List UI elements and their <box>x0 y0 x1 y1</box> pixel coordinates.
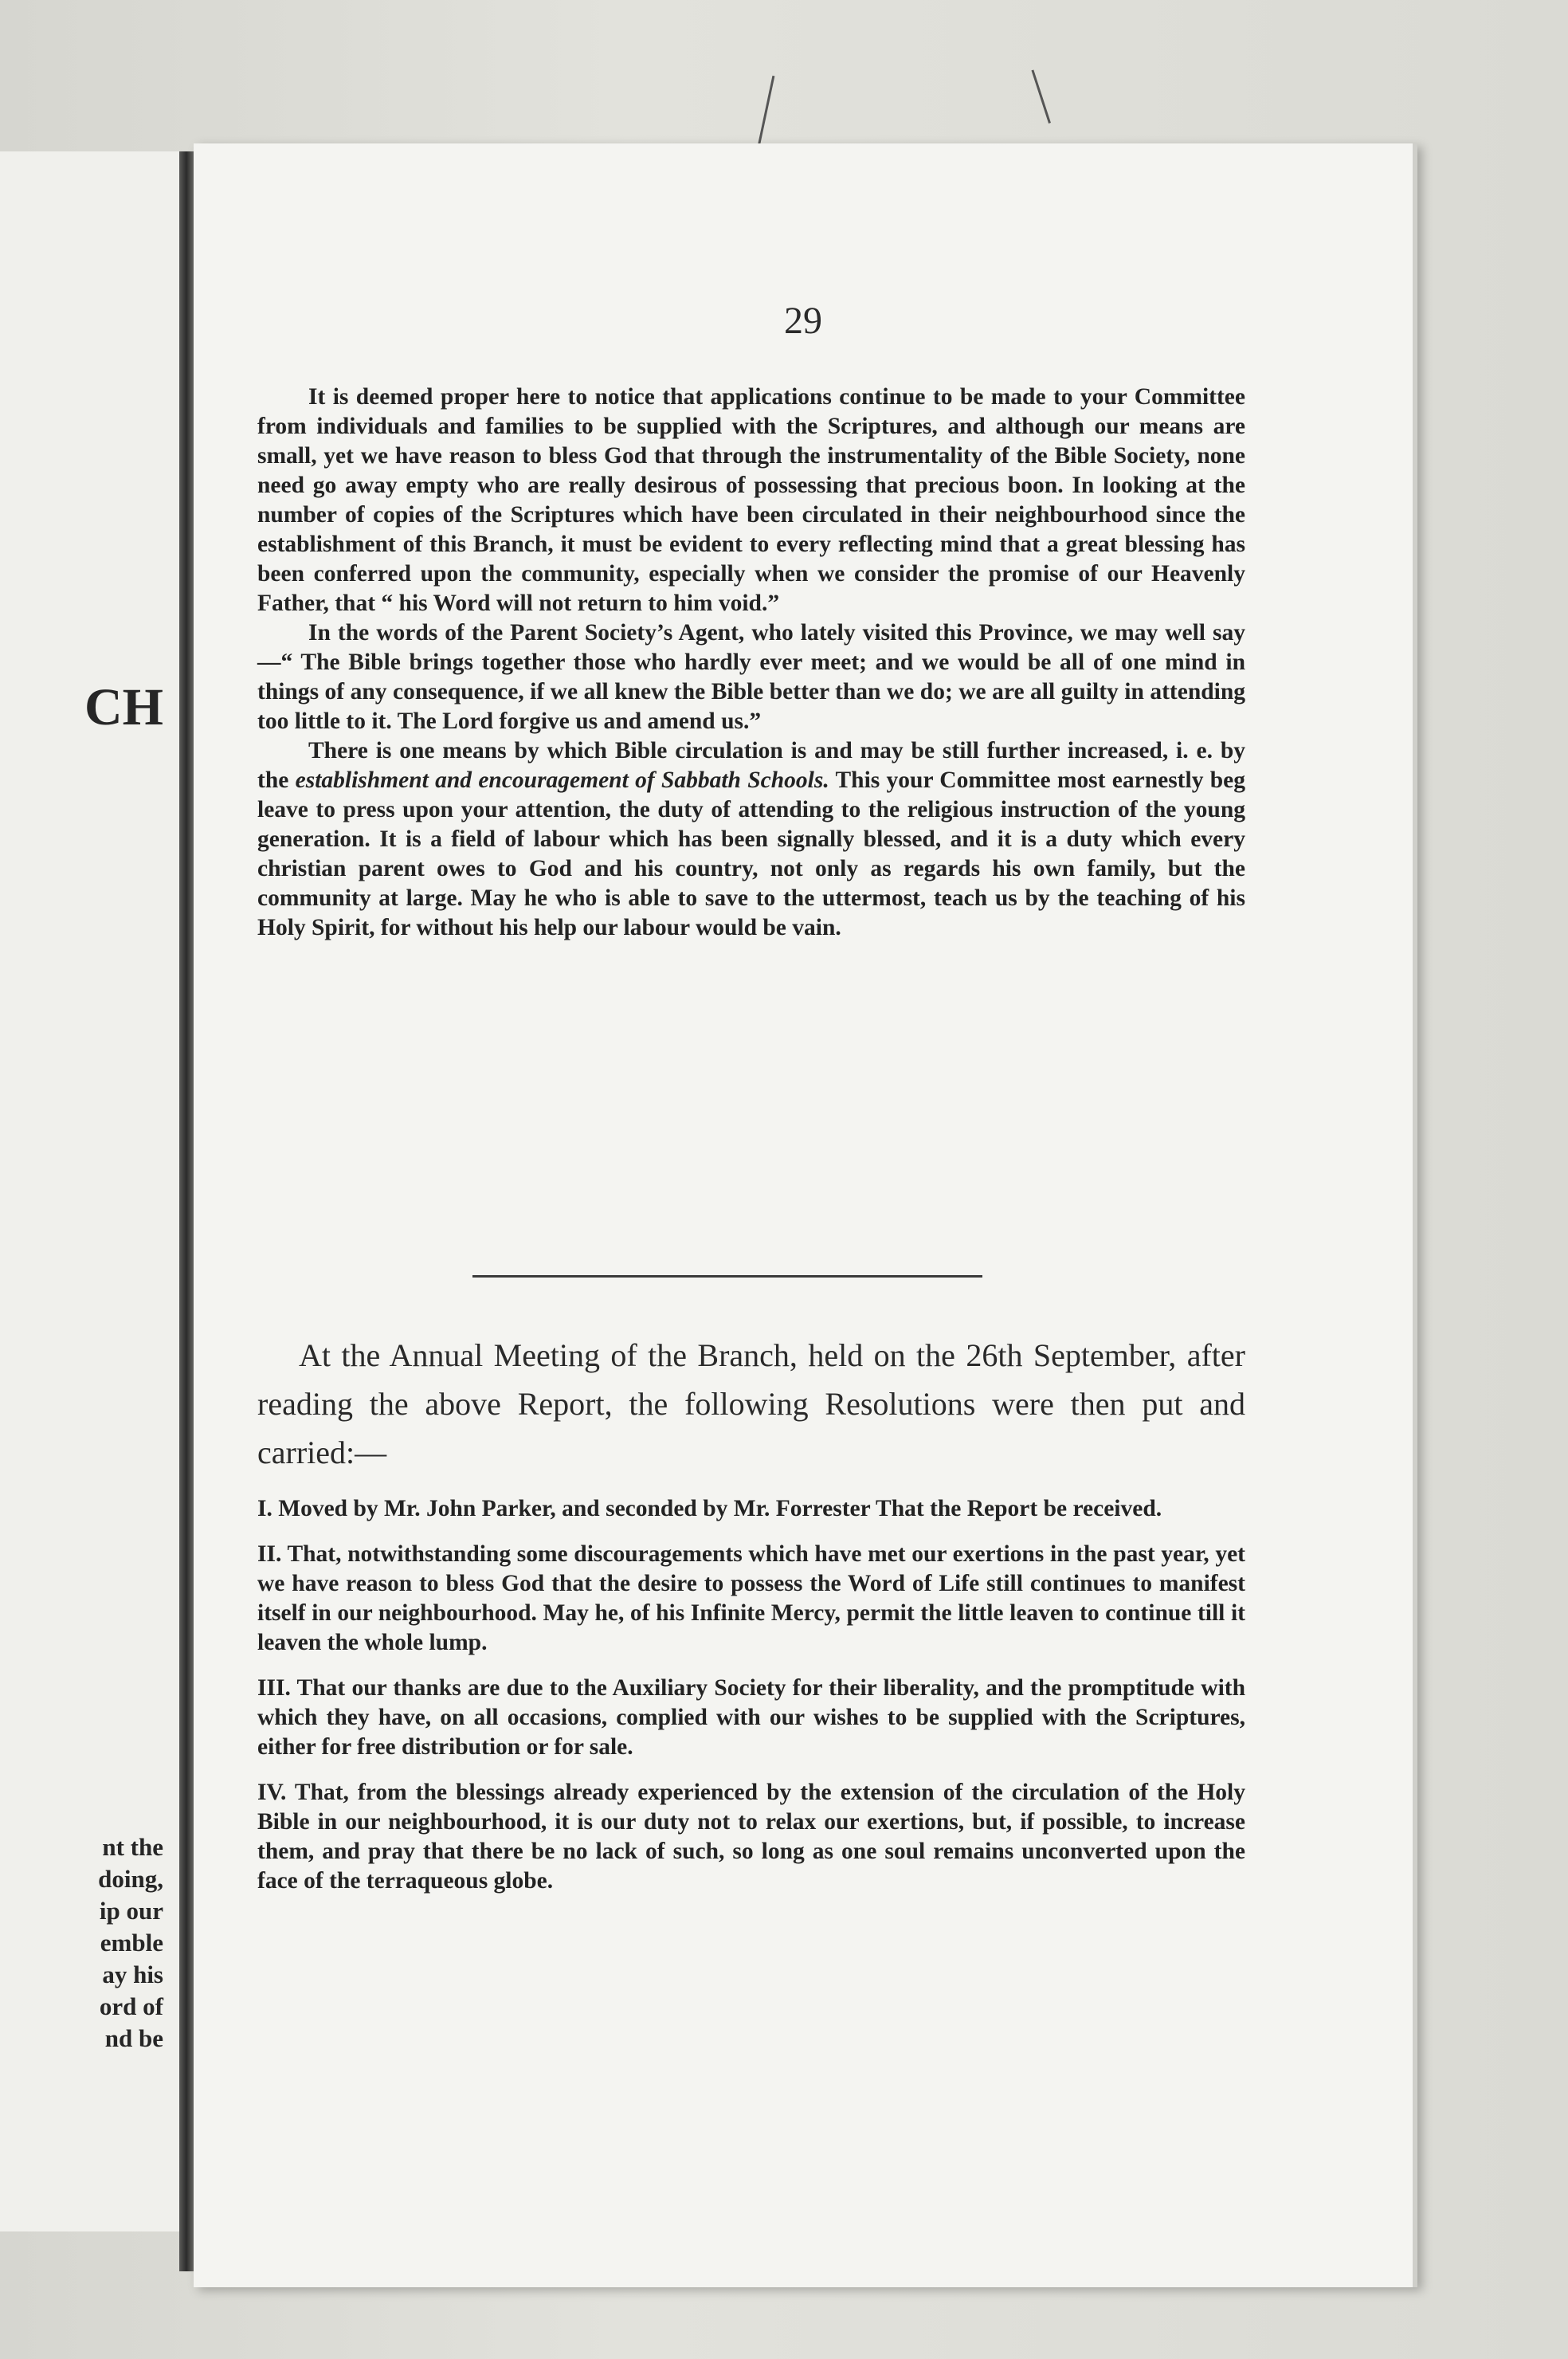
left-page-line-fragment: emble <box>100 1929 163 1957</box>
paragraph-sabbath-text-end: This your Committee most earnestly beg leave to press upon your attention, the duty of attending to the religious instruction of the young generation. It is a field of labour which has been signally blessed, and it is a duty which every christian parent owes to God and his country, not only as regards his own family, but the community at large. May he who is able to save to the uttermost, teach us by the teaching of his Holy Spirit, for without his help our labour would be vain. <box>257 767 1245 940</box>
resolutions-list <box>257 1494 1245 1912</box>
resolution-item: II. That, notwithstanding some discouragements which have met our exertions in the past year, yet we have reason to bless God that the desire to possess the Word of Life still continues to manifest itself in our neighbourhood. May he, of his Infinite Mercy, permit the little leaven to continue till it leaven the whole lump. <box>257 1541 1245 1655</box>
resolution-item: IV. That, from the blessings already experienced by the extension of the circulation of the Holy Bible in our neighbourhood, it is our duty not to relax our exertions, but, if possible, to increase them, and pray that there be no lack of such, so long as one soul remains unconverted upon the face of the terraqueous globe. <box>257 1780 1245 1894</box>
paragraph-sabbath-text-start: There is one means by which Bible circulation is and may be still further increased, i. e. by the <box>257 738 1245 793</box>
report-body <box>257 383 1245 943</box>
adjacent-left-page <box>0 151 181 2231</box>
paragraph-parent-society: In the words of the Parent Society’s Agent, who lately visited this Province, we may well say—“ The Bible brings together those who hardly ever meet; and we would be all of one mind in things of any consequence, if we all knew the Bible better than we do; we are all guilty in attending too little to it. The Lord forgive us and amend us.” <box>257 620 1245 734</box>
left-page-heading-fragment: CH <box>84 678 163 736</box>
left-page-line-fragment: ay his <box>102 1961 163 1988</box>
left-page-line-fragment: doing, <box>98 1865 163 1893</box>
left-page-line-fragment: ip our <box>99 1897 163 1925</box>
resolution-item: I. Moved by Mr. John Parker, and seconded by Mr. Forrester That the Report be received. <box>257 1496 1162 1521</box>
section-divider <box>472 1275 982 1278</box>
emphasis-sabbath-schools: establishment and encouragement of Sabbath Schools. <box>295 767 829 793</box>
resolution-item: III. That our thanks are due to the Auxiliary Society for their liberality, and the promptitude with which they have, on all occasions, complied with our wishes to be supplied with the Scriptures, either for free distribution or for sale. <box>257 1675 1245 1760</box>
left-page-line-fragment: nt the <box>102 1833 163 1861</box>
left-page-line-fragment: ord of <box>99 1992 163 2020</box>
document-page <box>194 143 1417 2287</box>
paragraph-applications: It is deemed proper here to notice that applications continue to be made to your Committee from individuals and families to be supplied with the Scriptures, and although our means are small, yet we have reason to bless God that through the instrumentality of the Bible Society, none need go away empty who are really desirous of possessing that precious boon. In looking at the number of copies of the Scriptures which have been circulated in their neighbourhood since the establishment of this Branch, it must be evident to every reflecting mind that a great blessing has been conferred upon the community, especially when we consider the promise of our Heavenly Father, that “ his Word will not return to him void.” <box>257 384 1245 616</box>
page-number: 29 <box>784 300 822 342</box>
left-page-line-fragment: nd be <box>104 2024 163 2052</box>
paragraph-sabbath-schools <box>257 736 1245 943</box>
annual-meeting-intro: At the Annual Meeting of the Branch, held on the 26th September, after reading the above Report, the following Resolutions were then put and carried:— <box>257 1337 1245 1470</box>
book-gutter <box>179 151 194 2271</box>
